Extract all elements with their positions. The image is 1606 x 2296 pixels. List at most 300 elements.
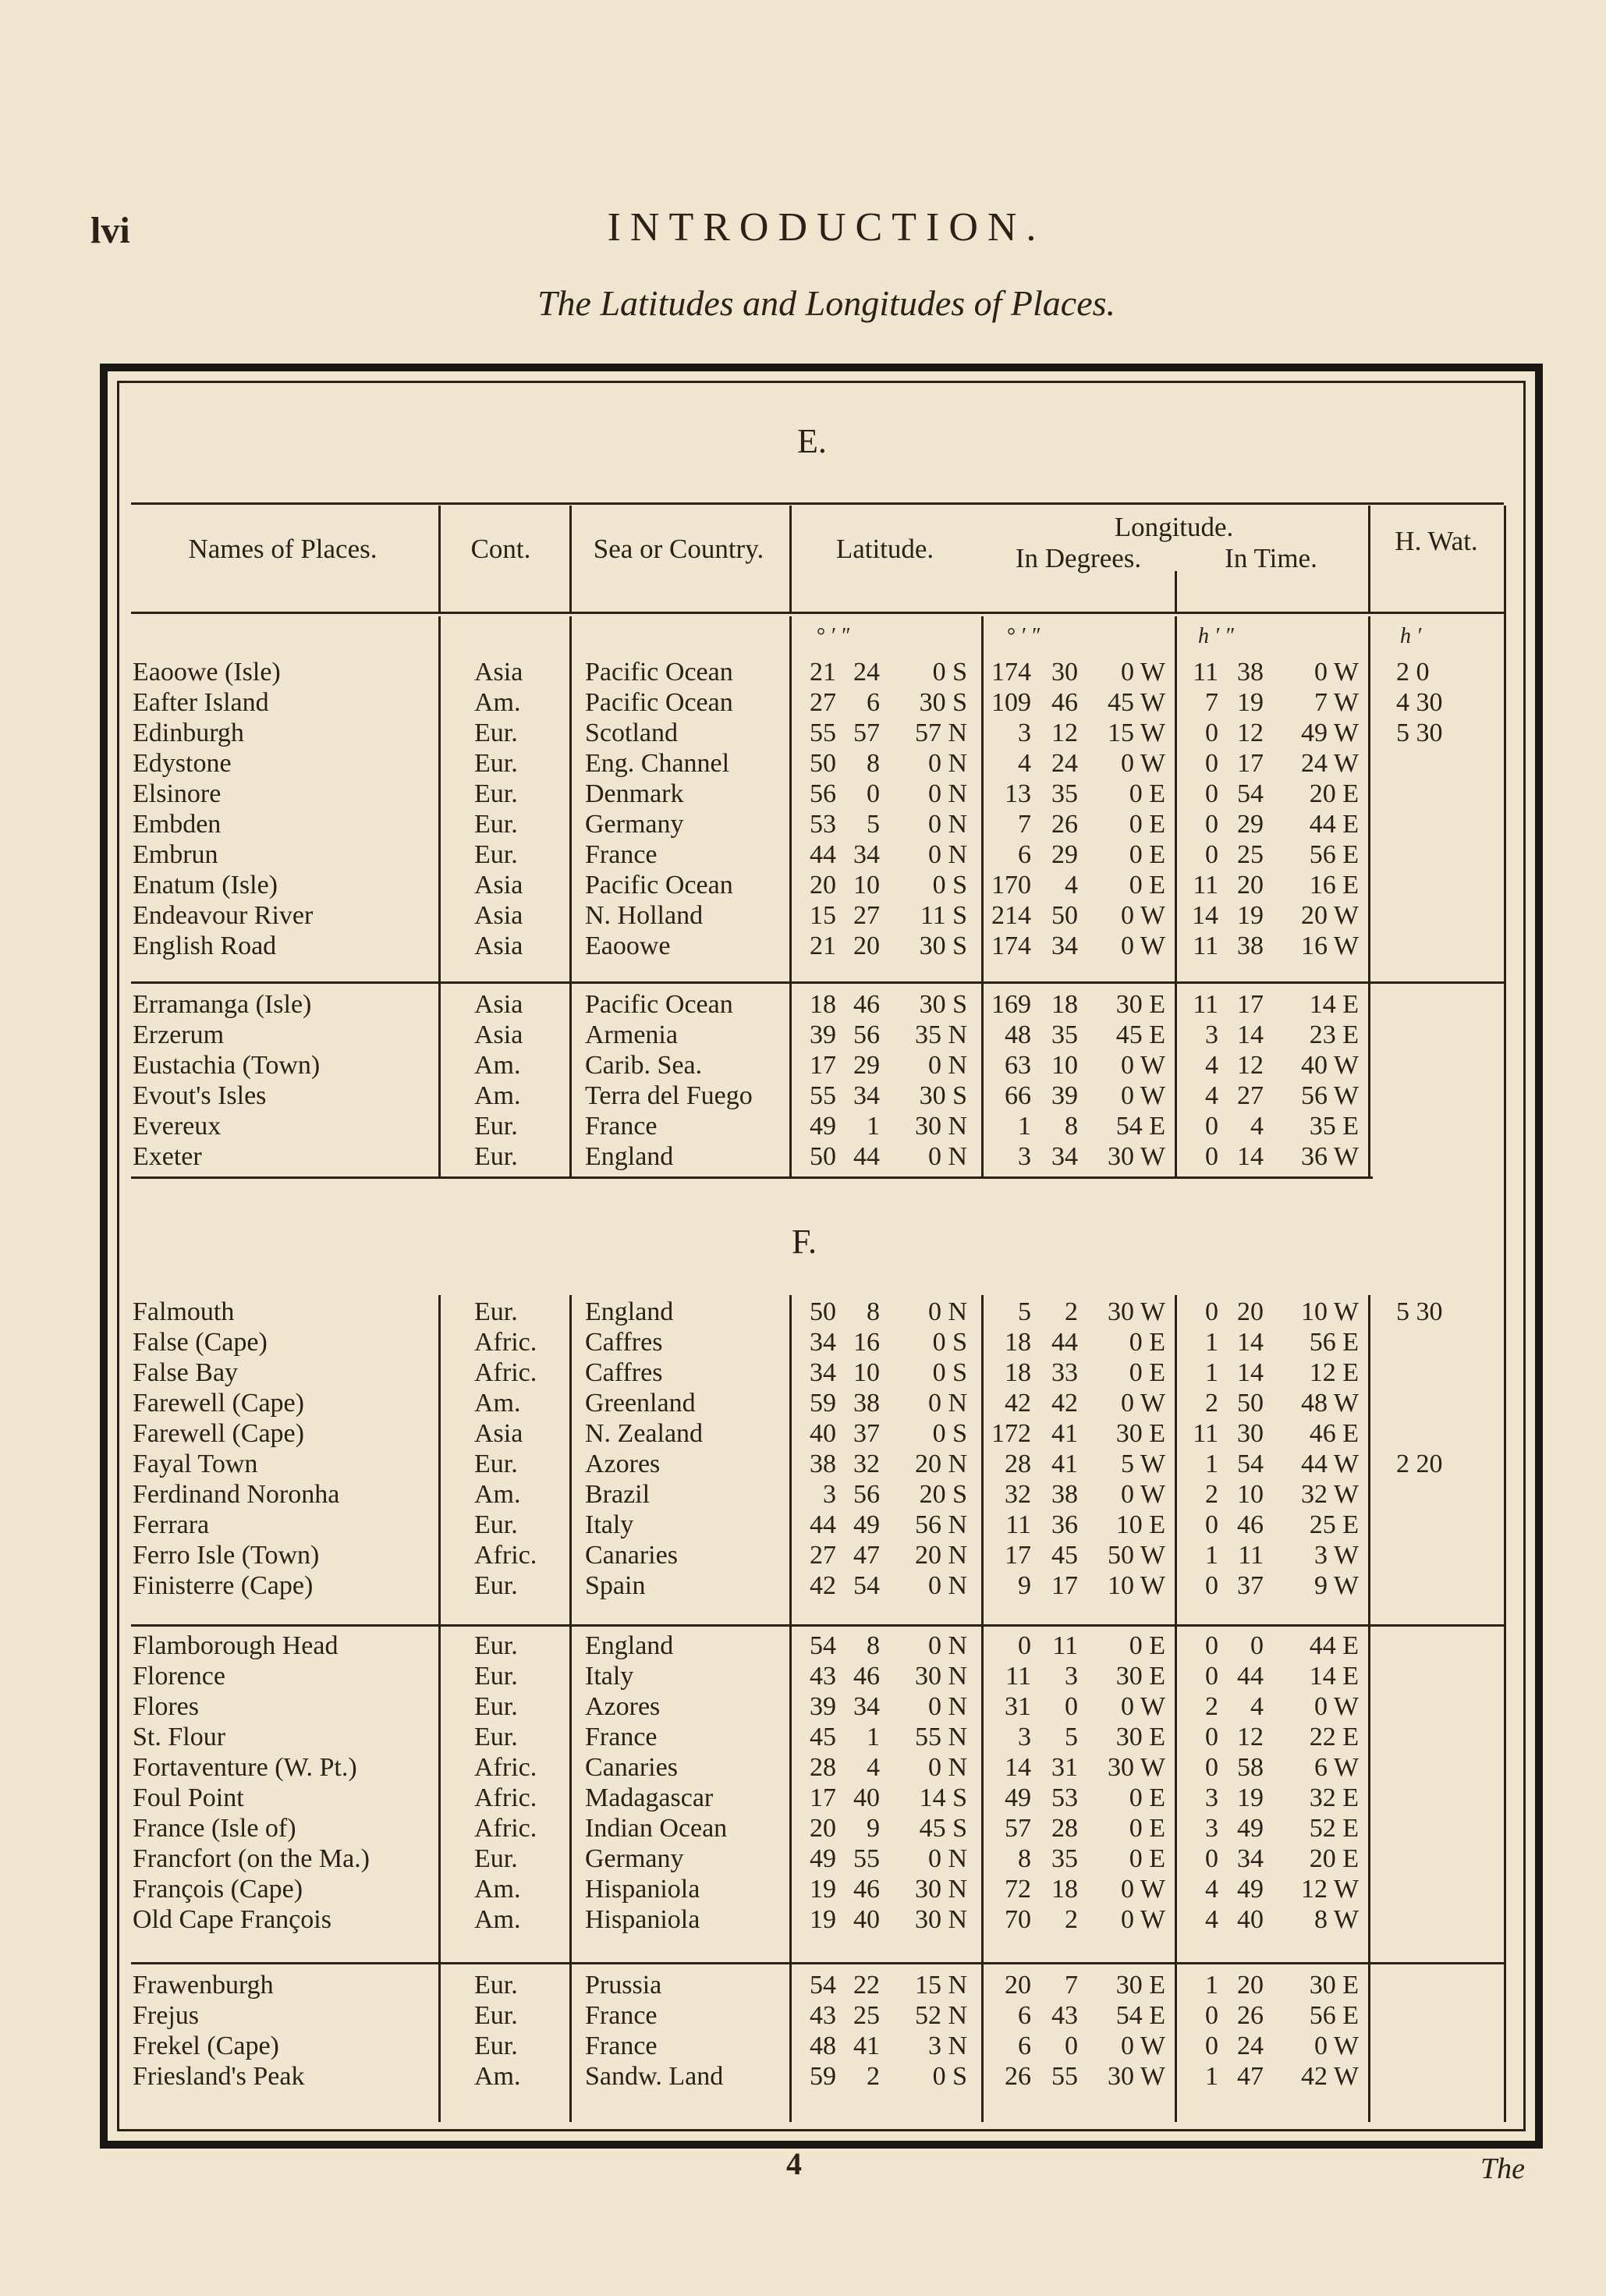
header-latitude: Latitude. <box>835 534 934 564</box>
table-row <box>0 1020 1606 1050</box>
time-hours: 0 <box>1205 779 1218 808</box>
time-minutes: 24 <box>1237 2032 1264 2060</box>
continent: Eur. <box>474 1112 518 1141</box>
latitude-seconds: 0 N <box>927 779 967 808</box>
time-minutes: 40 <box>1237 1905 1264 1934</box>
time-seconds: 22 E <box>1309 1723 1359 1751</box>
time-seconds: 44 E <box>1309 1631 1359 1660</box>
latitude-minutes: 8 <box>867 749 880 778</box>
latitude-minutes: 4 <box>867 1753 880 1782</box>
sea-or-country: Madagascar <box>585 1783 714 1812</box>
signature-mark: 4 <box>786 2146 802 2181</box>
time-seconds: 14 E <box>1309 990 1359 1019</box>
time-minutes: 4 <box>1250 1692 1264 1721</box>
latitude-degrees: 59 <box>810 2062 836 2091</box>
table-row <box>0 1357 1606 1388</box>
latitude-minutes: 57 <box>853 719 880 747</box>
continent: Asia <box>474 1419 523 1448</box>
longitude-minutes: 35 <box>1051 779 1078 808</box>
sea-or-country: Terra del Fuego <box>585 1081 753 1110</box>
latitude-seconds: 30 N <box>914 1875 967 1904</box>
table-row <box>0 1141 1606 1172</box>
longitude-seconds: 0 W <box>1121 1051 1165 1080</box>
time-minutes: 14 <box>1237 1358 1264 1387</box>
latitude-degrees: 27 <box>810 688 836 717</box>
latitude-degrees: 20 <box>810 1814 836 1843</box>
time-minutes: 58 <box>1237 1753 1264 1782</box>
latitude-seconds: 0 S <box>932 1419 967 1448</box>
place-name: Edystone <box>133 749 232 778</box>
longitude-degrees: 17 <box>1005 1541 1031 1570</box>
latitude-seconds: 30 N <box>914 1662 967 1691</box>
longitude-degrees: 3 <box>1018 1142 1031 1171</box>
header-sea-or-country: Sea or Country. <box>593 534 764 564</box>
longitude-degrees: 32 <box>1005 1480 1031 1509</box>
time-hours: 1 <box>1205 1541 1218 1570</box>
continent: Asia <box>474 990 523 1019</box>
longitude-minutes: 10 <box>1051 1051 1078 1080</box>
longitude-minutes: 7 <box>1065 1971 1078 2000</box>
longitude-degrees: 109 <box>991 688 1031 717</box>
latitude-seconds: 0 N <box>927 1051 967 1080</box>
time-minutes: 49 <box>1237 1875 1264 1904</box>
time-hours: 2 <box>1205 1389 1218 1418</box>
longitude-seconds: 0 E <box>1129 779 1165 808</box>
latitude-minutes: 38 <box>853 1389 880 1418</box>
latitude-minutes: 5 <box>867 810 880 839</box>
time-hours: 4 <box>1205 1905 1218 1934</box>
longitude-minutes: 34 <box>1051 932 1078 960</box>
longitude-minutes: 29 <box>1051 840 1078 869</box>
time-seconds: 0 W <box>1314 2032 1359 2060</box>
table-row <box>0 989 1606 1020</box>
place-name: Embden <box>133 810 222 839</box>
latitude-degrees: 17 <box>810 1783 836 1812</box>
longitude-degrees: 70 <box>1005 1905 1031 1934</box>
latitude-seconds: 55 N <box>914 1723 967 1751</box>
longitude-minutes: 11 <box>1052 1631 1078 1660</box>
latitude-seconds: 0 N <box>927 749 967 778</box>
time-hours: 0 <box>1205 1297 1218 1326</box>
place-name: Flores <box>133 1692 199 1721</box>
sea-or-country: France <box>585 2032 658 2060</box>
table-row <box>0 687 1606 718</box>
table-row <box>0 1081 1606 1111</box>
latitude-degrees: 38 <box>810 1450 836 1478</box>
latitude-degrees: 56 <box>810 779 836 808</box>
sea-or-country: Canaries <box>585 1753 678 1782</box>
table-row <box>0 1904 1606 1935</box>
latitude-minutes: 29 <box>853 1051 880 1080</box>
table-row <box>0 779 1606 809</box>
sea-or-country: Brazil <box>585 1480 651 1509</box>
longitude-minutes: 39 <box>1051 1081 1078 1110</box>
section-letter-e: E. <box>797 422 827 460</box>
longitude-degrees: 9 <box>1018 1571 1031 1600</box>
longitude-degrees: 66 <box>1005 1081 1031 1110</box>
time-hours: 0 <box>1205 1631 1218 1660</box>
place-name: Enatum (Isle) <box>133 871 278 900</box>
longitude-minutes: 24 <box>1051 749 1078 778</box>
latitude-seconds: 0 S <box>932 871 967 900</box>
time-minutes: 38 <box>1237 932 1264 960</box>
longitude-seconds: 30 E <box>1115 1971 1165 2000</box>
longitude-seconds: 30 E <box>1115 1419 1165 1448</box>
latitude-minutes: 10 <box>853 1358 880 1387</box>
time-hours: 1 <box>1205 1358 1218 1387</box>
time-hours: 4 <box>1205 1051 1218 1080</box>
place-name: Flamborough Head <box>133 1631 339 1660</box>
time-minutes: 19 <box>1237 901 1264 930</box>
place-name: Ferro Isle (Town) <box>133 1541 320 1570</box>
latitude-seconds: 0 S <box>932 658 967 687</box>
longitude-degrees: 174 <box>991 932 1031 960</box>
time-hours: 14 <box>1192 901 1218 930</box>
table-row <box>0 748 1606 779</box>
latitude-minutes: 8 <box>867 1297 880 1326</box>
latitude-degrees: 54 <box>810 1971 836 2000</box>
place-name: False (Cape) <box>133 1328 268 1357</box>
continent: Afric. <box>474 1541 537 1570</box>
sea-or-country: Azores <box>585 1450 661 1478</box>
latitude-minutes: 2 <box>867 2062 880 2091</box>
latitude-seconds: 57 N <box>914 719 967 747</box>
sea-or-country: Caffres <box>585 1358 663 1387</box>
longitude-minutes: 12 <box>1051 719 1078 747</box>
longitude-minutes: 0 <box>1065 1692 1078 1721</box>
longitude-seconds: 30 W <box>1108 2062 1165 2091</box>
time-minutes: 20 <box>1237 871 1264 900</box>
latitude-seconds: 14 S <box>919 1783 967 1812</box>
longitude-degrees: 174 <box>991 658 1031 687</box>
longitude-minutes: 4 <box>1065 871 1078 900</box>
latitude-degrees: 21 <box>810 658 836 687</box>
longitude-seconds: 10 E <box>1115 1510 1165 1539</box>
continent: Am. <box>474 1081 521 1110</box>
time-seconds: 20 E <box>1309 1844 1359 1873</box>
table-row <box>0 931 1606 961</box>
table-row <box>0 657 1606 687</box>
sea-or-country: Germany <box>585 810 684 839</box>
longitude-minutes: 31 <box>1051 1753 1078 1782</box>
longitude-degrees: 42 <box>1005 1389 1031 1418</box>
time-seconds: 44 E <box>1309 810 1359 839</box>
continent: Eur. <box>474 1450 518 1478</box>
time-minutes: 11 <box>1238 1541 1264 1570</box>
latitude-minutes: 54 <box>853 1571 880 1600</box>
time-minutes: 25 <box>1237 840 1264 869</box>
time-seconds: 24 W <box>1301 749 1359 778</box>
latitude-degrees: 18 <box>810 990 836 1019</box>
time-hours: 1 <box>1205 1328 1218 1357</box>
high-water: 5 30 <box>1396 719 1443 747</box>
time-seconds: 7 W <box>1314 688 1359 717</box>
table-row <box>0 839 1606 870</box>
latitude-minutes: 46 <box>853 1875 880 1904</box>
sea-or-country: Italy <box>585 1510 634 1539</box>
table-row <box>0 1510 1606 1540</box>
time-minutes: 44 <box>1237 1662 1264 1691</box>
sea-or-country: N. Zealand <box>585 1419 704 1448</box>
longitude-seconds: 30 W <box>1108 1297 1165 1326</box>
latitude-seconds: 15 N <box>914 1971 967 2000</box>
latitude-degrees: 27 <box>810 1541 836 1570</box>
longitude-degrees: 214 <box>991 901 1031 930</box>
longitude-degrees: 1 <box>1018 1112 1031 1141</box>
time-seconds: 0 W <box>1314 1692 1359 1721</box>
time-hours: 0 <box>1205 2032 1218 2060</box>
latitude-seconds: 30 N <box>914 1112 967 1141</box>
latitude-degrees: 49 <box>810 1844 836 1873</box>
continent: Asia <box>474 658 523 687</box>
time-seconds: 49 W <box>1301 719 1359 747</box>
time-seconds: 46 E <box>1309 1419 1359 1448</box>
time-hours: 0 <box>1205 1723 1218 1751</box>
longitude-seconds: 0 W <box>1121 1081 1165 1110</box>
continent: Asia <box>474 932 523 960</box>
latitude-seconds: 3 N <box>927 2032 967 2060</box>
place-name: Frawenburgh <box>133 1971 274 2000</box>
time-hours: 0 <box>1205 1662 1218 1691</box>
time-minutes: 12 <box>1237 719 1264 747</box>
latitude-minutes: 32 <box>853 1450 880 1478</box>
longitude-degrees: 26 <box>1005 2062 1031 2091</box>
table-row <box>0 1661 1606 1691</box>
sea-or-country: Hispaniola <box>585 1875 700 1904</box>
time-hours: 3 <box>1205 1020 1218 1049</box>
time-minutes: 46 <box>1237 1510 1264 1539</box>
latitude-degrees: 43 <box>810 1662 836 1691</box>
place-name: Florence <box>133 1662 225 1691</box>
place-name: Erzerum <box>133 1020 225 1049</box>
table-row <box>0 809 1606 839</box>
continent: Eur. <box>474 1297 518 1326</box>
longitude-minutes: 42 <box>1051 1389 1078 1418</box>
longitude-seconds: 0 W <box>1121 901 1165 930</box>
place-name: Elsinore <box>133 779 222 808</box>
time-hours: 0 <box>1205 810 1218 839</box>
latitude-minutes: 37 <box>853 1419 880 1448</box>
time-hours: 11 <box>1193 1419 1218 1448</box>
time-hours: 1 <box>1205 2062 1218 2091</box>
longitude-seconds: 0 W <box>1121 2032 1165 2060</box>
latitude-minutes: 10 <box>853 871 880 900</box>
sea-or-country: Eng. Channel <box>585 749 730 778</box>
sea-or-country: Carib. Sea. <box>585 1051 703 1080</box>
longitude-minutes: 2 <box>1065 1297 1078 1326</box>
latitude-minutes: 34 <box>853 1692 880 1721</box>
place-name: English Road <box>133 932 277 960</box>
longitude-seconds: 0 W <box>1121 1875 1165 1904</box>
longitude-minutes: 3 <box>1065 1662 1078 1691</box>
longitude-minutes: 2 <box>1065 1905 1078 1934</box>
time-seconds: 32 W <box>1301 1480 1359 1509</box>
latitude-seconds: 0 N <box>927 1389 967 1418</box>
latitude-seconds: 45 S <box>919 1814 967 1843</box>
place-name: Old Cape François <box>133 1905 331 1934</box>
sea-or-country: Hispaniola <box>585 1905 700 1934</box>
sea-or-country: Armenia <box>585 1020 678 1049</box>
time-seconds: 52 E <box>1309 1814 1359 1843</box>
longitude-seconds: 30 W <box>1108 1142 1165 1171</box>
high-water: 4 30 <box>1396 688 1443 717</box>
time-hours: 0 <box>1205 1112 1218 1141</box>
latitude-minutes: 1 <box>867 1723 880 1751</box>
longitude-degrees: 170 <box>991 871 1031 900</box>
table-row <box>0 2031 1606 2061</box>
longitude-minutes: 30 <box>1051 658 1078 687</box>
place-name: Fortaventure (W. Pt.) <box>133 1753 357 1782</box>
latitude-minutes: 49 <box>853 1510 880 1539</box>
time-seconds: 35 E <box>1309 1112 1359 1141</box>
time-minutes: 19 <box>1237 688 1264 717</box>
time-seconds: 36 W <box>1301 1142 1359 1171</box>
continent: Eur. <box>474 810 518 839</box>
page-number: lvi <box>90 210 130 251</box>
longitude-degrees: 49 <box>1005 1783 1031 1812</box>
time-seconds: 44 W <box>1301 1450 1359 1478</box>
longitude-seconds: 10 W <box>1108 1571 1165 1600</box>
latitude-degrees: 50 <box>810 1297 836 1326</box>
time-hours: 0 <box>1205 1571 1218 1600</box>
latitude-minutes: 41 <box>853 2032 880 2060</box>
latitude-seconds: 20 S <box>919 1480 967 1509</box>
table-row <box>0 1327 1606 1357</box>
longitude-seconds: 0 W <box>1121 749 1165 778</box>
continent: Eur. <box>474 1692 518 1721</box>
longitude-minutes: 35 <box>1051 1020 1078 1049</box>
longitude-minutes: 17 <box>1051 1571 1078 1600</box>
time-minutes: 34 <box>1237 1844 1264 1873</box>
longitude-minutes: 18 <box>1051 1875 1078 1904</box>
longitude-degrees: 18 <box>1005 1358 1031 1387</box>
longitude-seconds: 0 W <box>1121 1692 1165 1721</box>
sea-or-country: Pacific Ocean <box>585 688 733 717</box>
latitude-minutes: 34 <box>853 1081 880 1110</box>
latitude-seconds: 20 N <box>914 1450 967 1478</box>
place-name: Eustachia (Town) <box>133 1051 321 1080</box>
latitude-seconds: 0 N <box>927 1692 967 1721</box>
time-minutes: 38 <box>1237 658 1264 687</box>
longitude-minutes: 33 <box>1051 1358 1078 1387</box>
longitude-seconds: 0 W <box>1121 1480 1165 1509</box>
sea-or-country: Prussia <box>585 1971 662 2000</box>
time-hours: 2 <box>1205 1480 1218 1509</box>
longitude-minutes: 53 <box>1051 1783 1078 1812</box>
table-row <box>0 1297 1606 1327</box>
time-minutes: 54 <box>1237 779 1264 808</box>
continent: Afric. <box>474 1358 537 1387</box>
time-seconds: 56 W <box>1301 1081 1359 1110</box>
sea-or-country: England <box>585 1297 674 1326</box>
time-seconds: 40 W <box>1301 1051 1359 1080</box>
longitude-degrees: 5 <box>1018 1297 1031 1326</box>
latitude-minutes: 24 <box>853 658 880 687</box>
time-seconds: 10 W <box>1301 1297 1359 1326</box>
table-row <box>0 1813 1606 1844</box>
time-minutes: 17 <box>1237 990 1264 1019</box>
latitude-degrees: 40 <box>810 1419 836 1448</box>
latitude-degrees: 44 <box>810 1510 836 1539</box>
time-hours: 0 <box>1205 1753 1218 1782</box>
longitude-seconds: 54 E <box>1115 1112 1165 1141</box>
latitude-degrees: 17 <box>810 1051 836 1080</box>
latitude-seconds: 0 N <box>927 1571 967 1600</box>
longitude-seconds: 0 W <box>1121 932 1165 960</box>
latitude-minutes: 46 <box>853 990 880 1019</box>
continent: Afric. <box>474 1814 537 1843</box>
longitude-seconds: 0 W <box>1121 1905 1165 1934</box>
longitude-minutes: 35 <box>1051 1844 1078 1873</box>
longitude-minutes: 44 <box>1051 1328 1078 1357</box>
sea-or-country: N. Holland <box>585 901 704 930</box>
time-minutes: 17 <box>1237 749 1264 778</box>
table-row <box>0 870 1606 900</box>
longitude-minutes: 26 <box>1051 810 1078 839</box>
longitude-minutes: 43 <box>1051 2001 1078 2030</box>
longitude-seconds: 45 E <box>1115 1020 1165 1049</box>
latitude-minutes: 44 <box>853 1142 880 1171</box>
continent: Eur. <box>474 1142 518 1171</box>
continent: Am. <box>474 1480 521 1509</box>
latitude-degrees: 34 <box>810 1358 836 1387</box>
place-name: Edinburgh <box>133 719 244 747</box>
time-minutes: 37 <box>1237 1571 1264 1600</box>
latitude-seconds: 30 S <box>919 990 967 1019</box>
catchword: The <box>1480 2152 1525 2185</box>
table-row <box>0 1540 1606 1570</box>
longitude-degrees: 20 <box>1005 1971 1031 2000</box>
latitude-degrees: 19 <box>810 1905 836 1934</box>
sea-or-country: Pacific Ocean <box>585 990 733 1019</box>
longitude-degrees: 72 <box>1005 1875 1031 1904</box>
longitude-seconds: 45 W <box>1108 688 1165 717</box>
latitude-seconds: 11 S <box>920 901 967 930</box>
latitude-minutes: 6 <box>867 688 880 717</box>
latitude-minutes: 0 <box>867 779 880 808</box>
latitude-minutes: 40 <box>853 1783 880 1812</box>
place-name: Finisterre (Cape) <box>133 1571 314 1600</box>
continent: Am. <box>474 2062 521 2091</box>
latitude-minutes: 25 <box>853 2001 880 2030</box>
place-name: Foul Point <box>133 1783 244 1812</box>
table-row <box>0 1111 1606 1141</box>
continent: Eur. <box>474 1631 518 1660</box>
longitude-degrees: 14 <box>1005 1753 1031 1782</box>
time-minutes: 20 <box>1237 1971 1264 2000</box>
time-seconds: 16 W <box>1301 932 1359 960</box>
section-letter-f: F. <box>792 1223 817 1261</box>
latitude-minutes: 47 <box>853 1541 880 1570</box>
longitude-degrees: 6 <box>1018 840 1031 869</box>
latitude-seconds: 0 N <box>927 1631 967 1660</box>
latitude-minutes: 16 <box>853 1328 880 1357</box>
place-name: Ferdinand Noronha <box>133 1480 340 1509</box>
time-minutes: 10 <box>1237 1480 1264 1509</box>
time-minutes: 49 <box>1237 1814 1264 1843</box>
continent: Am. <box>474 688 521 717</box>
longitude-seconds: 0 E <box>1129 1814 1165 1843</box>
table-row <box>0 718 1606 748</box>
longitude-degrees: 11 <box>1005 1510 1031 1539</box>
longitude-degrees: 4 <box>1018 749 1031 778</box>
sea-or-country: Spain <box>585 1571 646 1600</box>
table-row <box>0 2000 1606 2031</box>
latitude-seconds: 20 N <box>914 1541 967 1570</box>
continent: Eur. <box>474 1844 518 1873</box>
longitude-degrees: 7 <box>1018 810 1031 839</box>
longitude-minutes: 0 <box>1065 2032 1078 2060</box>
